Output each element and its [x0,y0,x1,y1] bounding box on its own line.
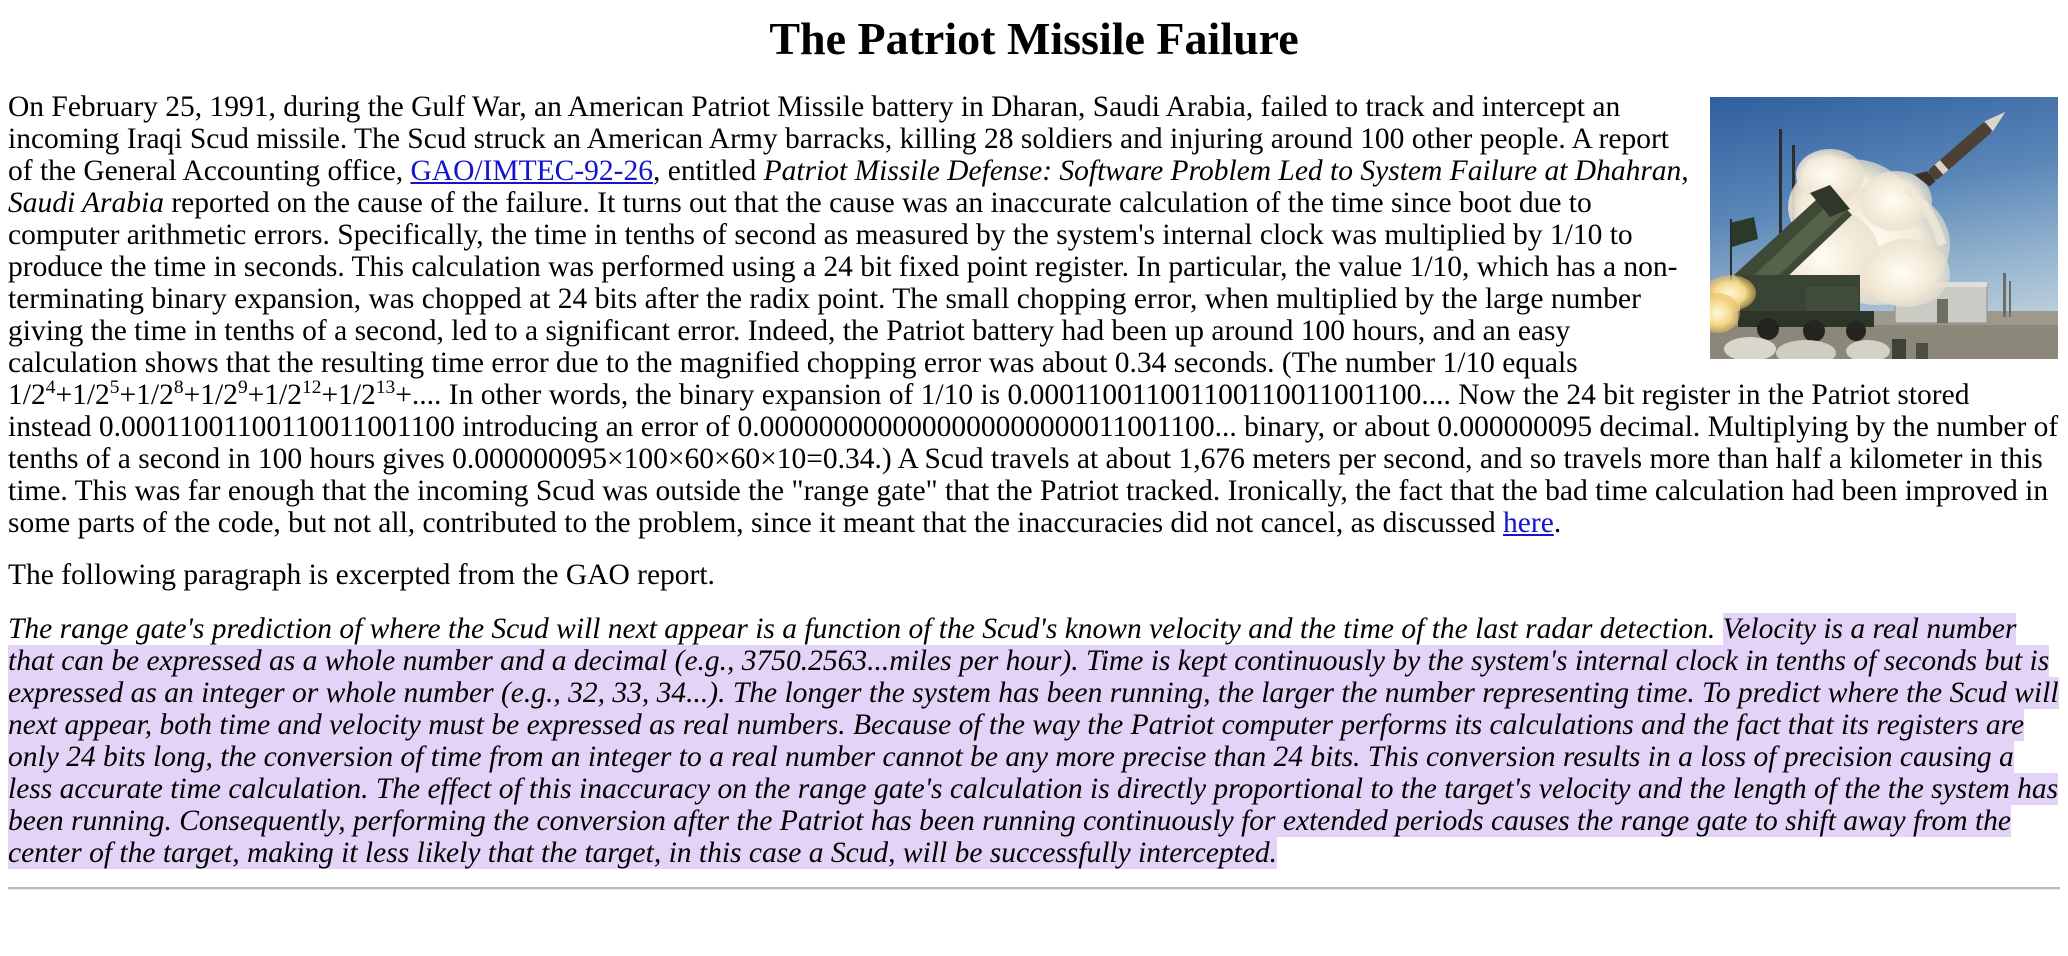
plus-term-4: +1/2 [247,378,303,411]
missile-launch-illustration [1710,97,2058,359]
intro-text-part-b: , entitled [653,154,764,187]
document-page [0,14,2068,890]
intro-text-part-e: . [1553,506,1562,539]
excerpt-intro-paragraph: The following paragraph is excerpted from the GAO report. [8,558,715,591]
exponent-8: 8 [173,376,184,398]
plus-term-5: +1/2 [321,378,376,411]
plus-term-2: +1/2 [119,378,174,411]
plus-term-1: +1/2 [55,378,110,411]
gao-report-quote [8,613,2060,869]
plus-term-3: +1/2 [183,378,238,411]
gao-report-link[interactable]: GAO/IMTEC-92-26 [410,154,654,187]
page-title: The Patriot Missile Failure [769,13,1299,64]
quote-lead-text: The range gate's prediction of where the Scud will next appear is a function of the Scud's known velocity and the time of the last radar detection. [8,612,1723,645]
intro-text-part-c: reported on the cause of the failure. It turns out that the cause was an inaccurate calculation of the time since boot due to computer arithmetic errors. Specifically, the time in tenths of second as measured by the system's internal clock was multiplied by 1/10 to produce the time in seconds. This calculation was performed using a 24 bit fixed point register. In particular, the value 1/10, which has a non-terminating binary expansion, was chopped at 24 bits after the radix point. The small chopping error, when multiplied by the large number giving the time in tenths of a second, led to a significant error. Indeed, the Patriot battery had been up around 100 hours, and an easy calculation shows that the resulting time error due to the magnified chopping error was about 0.34 seconds. (The number 1/10 equals 1/2 [8,186,1678,411]
intro-text-part-a: On February 25, 1991, during the Gulf War, an American Patriot Missile battery in Dharan, Saudi Arabia, failed to track and intercept an incoming Iraqi Scud missile. The Scud struck an American Army barracks, killing 28 soldiers and injuring around 100 other people. A report of the General Accounting office, [8,90,1669,187]
quote-highlighted-text: Velocity is a real number that can be expressed as a whole number and a decimal (e.g., 3750.2563...miles per hour). Time is kept continuously by the system's internal clock in tenths of seconds but is expressed as an integer or whole number (e.g., 32, 33, 34...). The longer the system has been running, the larger the number representing time. To predict where the Scud will next appear, both time and velocity must be expressed as real numbers. Because of the way the Patriot computer performs its calculations and the fact that its registers are only 24 bits long, the conversion of time from an integer to a real number cannot be any more precise than 24 bits. This conversion results in a loss of precision causing a less accurate time calculation. The effect of this inaccuracy on the range gate's calculation is directly proportional to the target's velocity and the length of the the system has been running. Consequently, performing the conversion after the Patriot has been running continuously for extended periods causes the range gate to shift away from the center of the target, making it less likely that the target, in this case a Scud, will be successfully intercepted. [8,612,2059,869]
footer-divider [8,887,2060,890]
patriot-missile-launch-photo [1710,97,2058,359]
intro-text-part-d: +.... In other words, the binary expansion of 1/10 is 0.000110011001100110011001100.... Now the 24 bit register in the Patriot stored instead 0.00011001100110011001100 introducing an error of 0.0000000000000000000000011001100... binary, or about 0.000000095 decimal. Multiplying by the number of tenths of a second in 100 hours gives 0.000000095×100×60×60×10=0.34.) A Scud travels at about 1,676 meters per second, and so travels more than half a kilometer in this time. This was far enough that the incoming Scud was outside the "range gate" that the Patriot tracked. Ironically, the fact that the bad time calculation had been improved in some parts of the code, but not all, contributed to the problem, since it meant that the inaccuracies did not cancel, as discussed [8,378,2059,539]
exponent-5: 5 [109,376,120,398]
here-link[interactable]: here [1503,506,1554,539]
exponent-13: 13 [375,376,396,398]
exponent-4: 4 [45,376,56,398]
exponent-12: 12 [302,376,322,398]
report-title-italic: Patriot Missile Defense: Software Problem Led to System Failure at Dhahran, Saudi Arabia [8,154,1689,219]
exponent-9: 9 [237,376,248,398]
